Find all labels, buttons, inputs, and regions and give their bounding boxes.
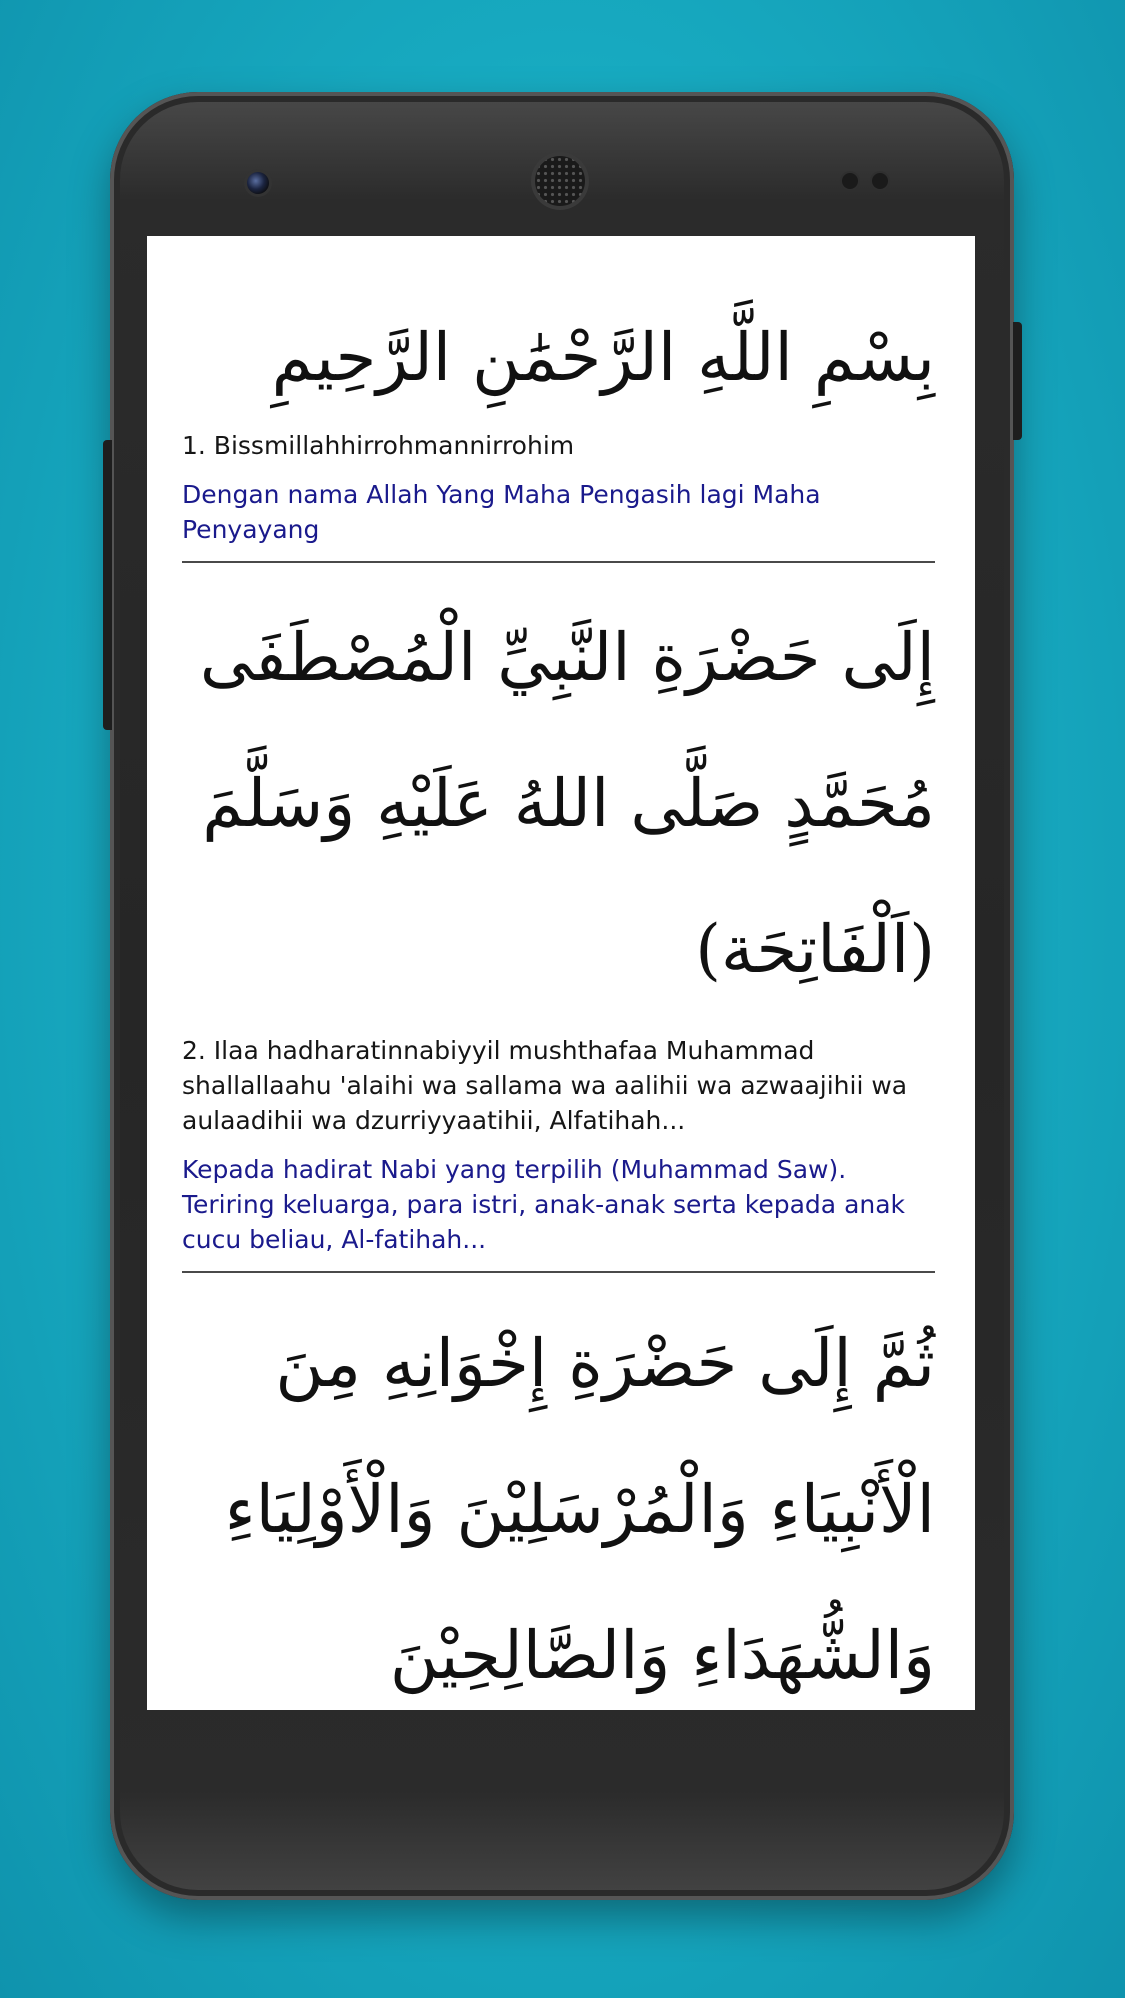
earpiece-speaker-icon xyxy=(535,156,585,206)
arabic-text: إِلَى حَضْرَةِ النَّبِيِّ الْمُصْطَفَى xyxy=(199,619,935,696)
translation-text: Dengan nama Allah Yang Maha Pengasih lagi Maha Penyayang xyxy=(182,480,821,544)
front-camera-icon xyxy=(247,172,269,194)
arabic-text: (اَلْفَاتِحَة) xyxy=(695,911,935,988)
list-item xyxy=(182,236,935,563)
arabic-text: وَالشُّهَدَاءِ وَالصَّالِحِيْنَ xyxy=(389,1617,935,1694)
arabic-text: مُحَمَّدٍ صَلَّى اللهُ عَلَيْهِ وَسَلَّمَ xyxy=(202,765,935,842)
transliteration-text: 2. Ilaa hadharatinnabiyyil mushthafaa Muhammad shallallaahu 'alaihi wa sallama wa aalihii wa azwaajihii wa aulaadihii wa dzurriyyaatihii, Alfatihah... xyxy=(182,1036,908,1135)
power-button xyxy=(1013,322,1022,440)
volume-button xyxy=(103,440,112,730)
tahlil-list[interactable] xyxy=(147,236,975,1710)
proximity-sensor-icon xyxy=(842,173,858,189)
arabic-text: ثُمَّ إِلَى حَضْرَةِ إِخْوَانِهِ مِنَ xyxy=(275,1325,935,1402)
transliteration-text: 1. Bissmillahhirrohmannirrohim xyxy=(182,431,575,460)
app-screen[interactable] xyxy=(147,236,975,1710)
arabic-text: الْأَنْبِيَاءِ وَالْمُرْسَلِيْنَ وَالْأَوْلِيَاءِ xyxy=(224,1471,935,1548)
translation-text: Kepada hadirat Nabi yang terpilih (Muhammad Saw). Teriring keluarga, para istri, anak-anak serta kepada anak cucu beliau, Al-fatihah... xyxy=(182,1155,906,1254)
list-item xyxy=(182,563,935,1273)
arabic-text: بِسْمِ اللَّهِ الرَّحْمَٰنِ الرَّحِيمِ xyxy=(271,319,935,396)
light-sensor-icon xyxy=(872,173,888,189)
list-item xyxy=(182,1273,935,1710)
